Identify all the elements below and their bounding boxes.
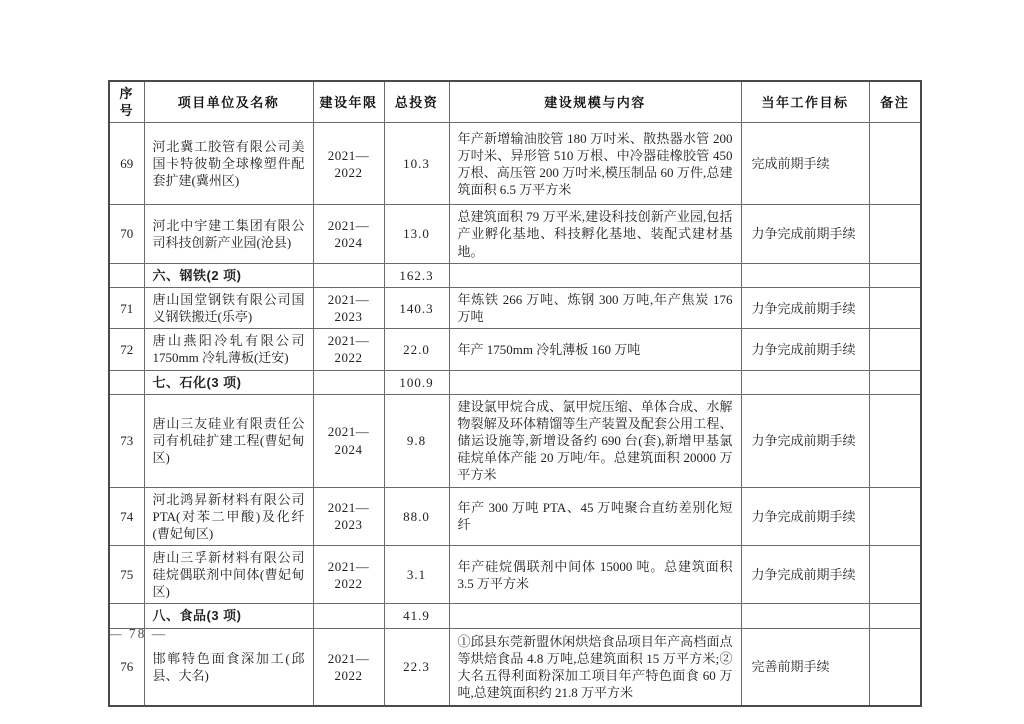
cell-serial-number: 69 — [109, 123, 144, 205]
cell-serial-number — [109, 263, 144, 287]
cell-scale-content: 总建筑面积 79 万平米,建设科技创新产业园,包括产业孵化基地、科技孵化基地、装配式建材基地。 — [449, 205, 741, 263]
cell-construction-period: 2021—2022 — [313, 329, 384, 370]
cell-total-investment: 10.3 — [384, 123, 449, 205]
table-row — [109, 394, 921, 487]
cell-construction-period: 2021—2022 — [313, 628, 384, 706]
cell-serial-number — [109, 604, 144, 628]
cell-scale-content: 年产硅烷偶联剂中间体 15000 吨。总建筑面积 3.5 万平方米 — [449, 545, 741, 603]
header-remarks: 备注 — [869, 81, 921, 123]
cell-scale-content — [449, 604, 741, 628]
cell-remarks — [869, 287, 921, 328]
cell-total-investment: 22.3 — [384, 628, 449, 706]
cell-serial-number: 76 — [109, 628, 144, 706]
cell-current-year-target — [741, 263, 869, 287]
cell-remarks — [869, 205, 921, 263]
table-row — [109, 287, 921, 328]
table-row — [109, 205, 921, 263]
cell-total-investment: 140.3 — [384, 287, 449, 328]
cell-remarks — [869, 263, 921, 287]
cell-construction-period: 2021—2024 — [313, 394, 384, 487]
table-body — [109, 123, 921, 706]
cell-construction-period — [313, 263, 384, 287]
cell-current-year-target: 完善前期手续 — [741, 628, 869, 706]
table-row — [109, 329, 921, 370]
table-row — [109, 487, 921, 545]
cell-remarks — [869, 545, 921, 603]
cell-total-investment: 88.0 — [384, 487, 449, 545]
cell-serial-number: 74 — [109, 487, 144, 545]
cell-construction-period: 2021—2024 — [313, 205, 384, 263]
cell-scale-content — [449, 370, 741, 394]
page-number: — 78 — — [108, 626, 168, 641]
cell-project-unit-name: 六、钢铁(2 项) — [144, 263, 313, 287]
cell-serial-number — [109, 370, 144, 394]
cell-total-investment: 41.9 — [384, 604, 449, 628]
table-row — [109, 604, 921, 628]
cell-construction-period — [313, 604, 384, 628]
cell-scale-content — [449, 263, 741, 287]
cell-current-year-target: 力争完成前期手续 — [741, 329, 869, 370]
cell-project-unit-name: 七、石化(3 项) — [144, 370, 313, 394]
cell-remarks — [869, 123, 921, 205]
cell-project-unit-name: 八、食品(3 项) — [144, 604, 313, 628]
cell-remarks — [869, 329, 921, 370]
header-total-investment: 总投资 — [384, 81, 449, 123]
cell-project-unit-name: 唐山国堂钢铁有限公司国义钢铁搬迁(乐亭) — [144, 287, 313, 328]
header-project-unit-name: 项目单位及名称 — [144, 81, 313, 123]
cell-total-investment: 162.3 — [384, 263, 449, 287]
cell-serial-number: 71 — [109, 287, 144, 328]
cell-current-year-target: 力争完成前期手续 — [741, 545, 869, 603]
cell-current-year-target: 力争完成前期手续 — [741, 394, 869, 487]
cell-scale-content: 年产 300 万吨 PTA、45 万吨聚合直纺差别化短纤 — [449, 487, 741, 545]
cell-serial-number: 75 — [109, 545, 144, 603]
header-current-year-target: 当年工作目标 — [741, 81, 869, 123]
table-header — [109, 81, 921, 123]
cell-remarks — [869, 487, 921, 545]
cell-scale-content: 年产 1750mm 冷轧薄板 160 万吨 — [449, 329, 741, 370]
cell-scale-content: ①邱县东莞新盟休闲烘焙食品项目年产高档面点等烘焙食品 4.8 万吨,总建筑面积 15 万平方米;②大名五得利面粉深加工项目年产特色面食 60 万吨,总建筑面积约 21.8 万平方米 — [449, 628, 741, 706]
cell-construction-period: 2021—2023 — [313, 287, 384, 328]
cell-current-year-target: 完成前期手续 — [741, 123, 869, 205]
cell-project-unit-name: 河北冀工胶管有限公司美国卡特彼勒全球橡塑件配套扩建(冀州区) — [144, 123, 313, 205]
cell-project-unit-name: 河北鸿昇新材料有限公司PTA(对苯二甲酸)及化纤(曹妃甸区) — [144, 487, 313, 545]
cell-current-year-target: 力争完成前期手续 — [741, 287, 869, 328]
cell-project-unit-name: 邯郸特色面食深加工(邱县、大名) — [144, 628, 313, 706]
cell-current-year-target: 力争完成前期手续 — [741, 487, 869, 545]
cell-construction-period: 2021—2022 — [313, 545, 384, 603]
cell-remarks — [869, 604, 921, 628]
header-serial-number: 序号 — [109, 81, 144, 123]
header-construction-period: 建设年限 — [313, 81, 384, 123]
cell-serial-number: 72 — [109, 329, 144, 370]
cell-scale-content: 年产新增输油胶管 180 万吋米、散热器水管 200 万吋米、异形管 510 万根、中冷器硅橡胶管 450 万根、高压管 200 万吋米,模压制品 60 万件,总建筑面积 6.5 万平方米 — [449, 123, 741, 205]
cell-project-unit-name: 河北中宇建工集团有限公司科技创新产业园(沧县) — [144, 205, 313, 263]
cell-project-unit-name: 唐山三友硅业有限责任公司有机硅扩建工程(曹妃甸区) — [144, 394, 313, 487]
cell-total-investment: 13.0 — [384, 205, 449, 263]
table-row — [109, 263, 921, 287]
cell-remarks — [869, 394, 921, 487]
cell-total-investment: 22.0 — [384, 329, 449, 370]
cell-remarks — [869, 370, 921, 394]
table-row — [109, 370, 921, 394]
cell-current-year-target: 力争完成前期手续 — [741, 205, 869, 263]
cell-current-year-target — [741, 370, 869, 394]
cell-project-unit-name: 唐山三孚新材料有限公司硅烷偶联剂中间体(曹妃甸区) — [144, 545, 313, 603]
cell-scale-content: 建设氯甲烷合成、氯甲烷压缩、单体合成、水解物裂解及环体精馏等生产装置及配套公用工程、储运设施等,新增设备约 690 台(套),新增甲基氯硅烷单体产能 20 万吨/年。总建筑面积 20000 万平方米 — [449, 394, 741, 487]
cell-current-year-target — [741, 604, 869, 628]
cell-serial-number: 70 — [109, 205, 144, 263]
cell-construction-period — [313, 370, 384, 394]
table-header-row — [109, 81, 921, 123]
table-row — [109, 123, 921, 205]
header-scale-content: 建设规模与内容 — [449, 81, 741, 123]
cell-serial-number: 73 — [109, 394, 144, 487]
cell-total-investment: 100.9 — [384, 370, 449, 394]
cell-scale-content: 年炼铁 266 万吨、炼钢 300 万吨,年产焦炭 176 万吨 — [449, 287, 741, 328]
cell-remarks — [869, 628, 921, 706]
cell-total-investment: 3.1 — [384, 545, 449, 603]
table-row — [109, 545, 921, 603]
project-table — [108, 80, 922, 707]
cell-construction-period: 2021—2023 — [313, 487, 384, 545]
cell-total-investment: 9.8 — [384, 394, 449, 487]
cell-project-unit-name: 唐山燕阳冷轧有限公司1750mm 冷轧薄板(迁安) — [144, 329, 313, 370]
table-row — [109, 628, 921, 706]
cell-construction-period: 2021—2022 — [313, 123, 384, 205]
